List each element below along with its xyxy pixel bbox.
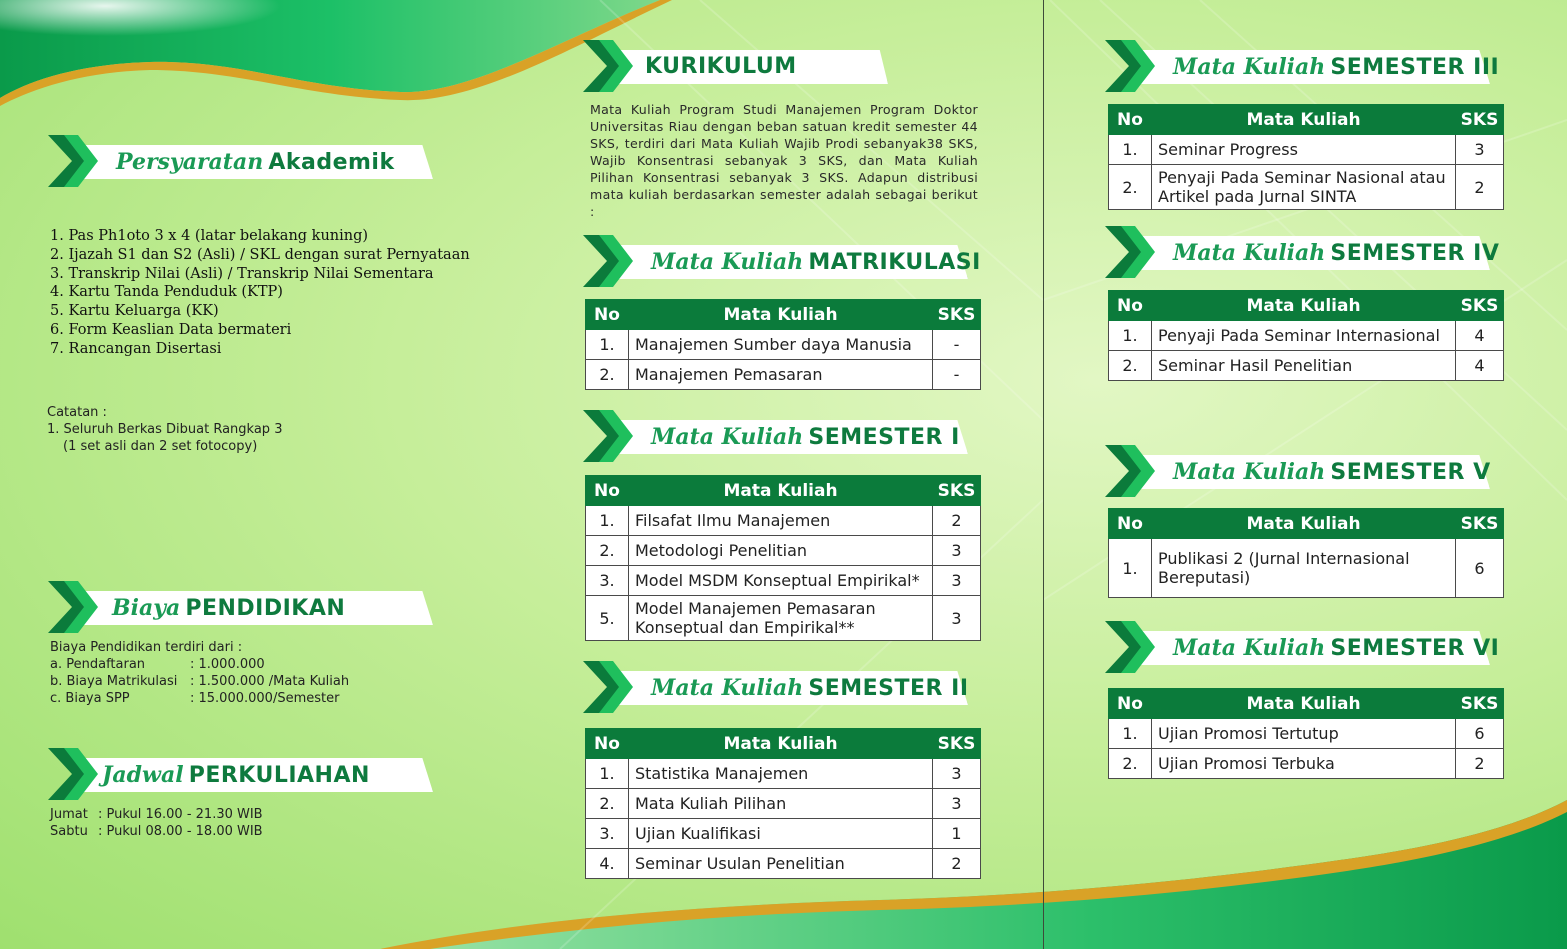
table-row [586, 330, 981, 360]
banner-caps: SEMESTER III [1330, 55, 1500, 80]
cell-mk: Filsafat Ilmu Manajemen [629, 506, 933, 536]
panel-divider [1043, 0, 1044, 949]
jadwal-table [50, 806, 263, 840]
cell-mk: Model MSDM Konseptual Empirikal* [629, 566, 933, 596]
cell-no: 2. [586, 360, 629, 390]
chevron-icon [1105, 40, 1155, 92]
table-row [586, 566, 981, 596]
cell-no: 1. [1109, 719, 1152, 749]
col-sks: SKS [933, 300, 981, 330]
list-item: 7. Rancangan Disertasi [50, 340, 222, 357]
table-row [1109, 321, 1504, 351]
catatan-title: Catatan : [47, 405, 107, 420]
list-item: 6. Form Keaslian Data bermateri [50, 321, 292, 338]
col-sks: SKS [1456, 689, 1504, 719]
chevron-icon [583, 661, 633, 713]
banner-script: Persyaratan [116, 149, 264, 175]
col-sks: SKS [933, 476, 981, 506]
col-no: No [586, 729, 629, 759]
banner-kurikulum [583, 40, 895, 92]
table-row [586, 789, 981, 819]
col-no: No [1109, 509, 1152, 539]
banner-jadwal [48, 748, 440, 800]
cell-no: 1. [586, 330, 629, 360]
col-no: No [1109, 105, 1152, 135]
cell-sks: 4 [1456, 351, 1504, 381]
table-header-row [586, 729, 981, 759]
banner-semester-6 [1105, 621, 1500, 673]
table-header-row [1109, 509, 1504, 539]
cell-mk: Penyaji Pada Seminar Internasional [1152, 321, 1456, 351]
table-row [50, 690, 349, 707]
chevron-icon [1105, 445, 1155, 497]
table-row [50, 656, 349, 673]
cell-mk: Ujian Kualifikasi [629, 819, 933, 849]
chevron-icon [583, 410, 633, 462]
table-semester-4 [1108, 290, 1504, 381]
cell-no: 1. [1109, 135, 1152, 165]
col-mk: Mata Kuliah [1152, 689, 1456, 719]
biaya-intro: Biaya Pendidikan terdiri dari : [50, 640, 243, 655]
table-row [586, 536, 981, 566]
col-mk: Mata Kuliah [1152, 509, 1456, 539]
cell-mk: Ujian Promosi Terbuka [1152, 749, 1456, 779]
banner-biaya [48, 581, 440, 633]
table-semester-2 [585, 728, 981, 879]
cell-sks: 2 [1456, 749, 1504, 779]
cell-sks: - [933, 360, 981, 390]
banner-caps: SEMESTER VI [1330, 636, 1500, 661]
cell-mk: Model Manajemen Pemasaran Konseptual dan Empirikal** [629, 596, 933, 641]
cell-no: 5. [586, 596, 629, 641]
table-header-row [1109, 689, 1504, 719]
persyaratan-list [50, 227, 470, 359]
cell-no: 2. [586, 536, 629, 566]
banner-script: Jadwal [102, 762, 184, 788]
table-row [586, 360, 981, 390]
banner-script: Mata Kuliah [1173, 240, 1326, 266]
banner-caps: Akademik [268, 150, 395, 175]
chevron-icon [48, 581, 98, 633]
biaya-label: a. Pendaftaran [50, 657, 146, 672]
table-semester-1 [585, 475, 981, 641]
table-row [50, 823, 263, 840]
banner-persyaratan [48, 135, 440, 187]
table-row [1109, 719, 1504, 749]
banner-caps: PERKULIAHAN [188, 763, 370, 788]
biaya-table [50, 656, 349, 707]
banner-semester-4 [1105, 226, 1500, 278]
banner-caps: SEMESTER II [808, 676, 969, 701]
banner-caps: PENDIDIKAN [185, 596, 346, 621]
table-row [1109, 351, 1504, 381]
cell-no: 1. [586, 506, 629, 536]
banner-script: Mata Kuliah [1173, 54, 1326, 80]
cell-sks: 1 [933, 819, 981, 849]
cell-mk: Seminar Usulan Penelitian [629, 849, 933, 879]
table-header-row [1109, 105, 1504, 135]
cell-mk: Mata Kuliah Pilihan [629, 789, 933, 819]
col-mk: Mata Kuliah [629, 476, 933, 506]
jadwal-time: : Pukul 16.00 - 21.30 WIB [98, 807, 263, 822]
col-sks: SKS [1456, 291, 1504, 321]
table-row [1109, 749, 1504, 779]
col-mk: Mata Kuliah [629, 729, 933, 759]
cell-mk: Seminar Progress [1152, 135, 1456, 165]
banner-semester-2 [583, 661, 975, 713]
cell-no: 2. [1109, 351, 1152, 381]
cell-mk: Statistika Manajemen [629, 759, 933, 789]
table-row [586, 849, 981, 879]
cell-sks: 2 [1456, 165, 1504, 210]
cell-mk: Manajemen Pemasaran [629, 360, 933, 390]
col-no: No [1109, 291, 1152, 321]
cell-no: 1. [586, 759, 629, 789]
cell-sks: 3 [933, 759, 981, 789]
chevron-icon [1105, 621, 1155, 673]
cell-no: 2. [1109, 165, 1152, 210]
table-matrikulasi [585, 299, 981, 390]
col-no: No [586, 476, 629, 506]
cell-mk: Penyaji Pada Seminar Nasional atau Artikel pada Jurnal SINTA [1152, 165, 1456, 210]
cell-sks: 6 [1456, 539, 1504, 598]
cell-no: 1. [1109, 321, 1152, 351]
table-header-row [586, 476, 981, 506]
col-no: No [586, 300, 629, 330]
banner-script: Mata Kuliah [651, 424, 804, 450]
cell-sks: 3 [933, 789, 981, 819]
table-semester-5 [1108, 508, 1504, 598]
cell-sks: 3 [933, 536, 981, 566]
cell-sks: 3 [1456, 135, 1504, 165]
biaya-value: : 15.000.000/Semester [190, 691, 340, 706]
jadwal-day: Sabtu [50, 824, 88, 839]
cell-sks: 3 [933, 566, 981, 596]
chevron-icon [48, 135, 98, 187]
col-no: No [1109, 689, 1152, 719]
col-mk: Mata Kuliah [1152, 105, 1456, 135]
banner-caps: MATRIKULASI [808, 250, 981, 275]
cell-sks: 6 [1456, 719, 1504, 749]
table-row [50, 806, 263, 823]
banner-matrikulasi [583, 235, 981, 287]
catatan-line: (1 set asli dan 2 set fotocopy) [63, 439, 258, 454]
banner-semester-5 [1105, 445, 1497, 497]
table-header-row [1109, 291, 1504, 321]
banner-caps: SEMESTER V [1330, 460, 1491, 485]
biaya-value: : 1.000.000 [190, 657, 265, 672]
cell-mk: Seminar Hasil Penelitian [1152, 351, 1456, 381]
banner-script: Mata Kuliah [1173, 635, 1326, 661]
col-sks: SKS [1456, 509, 1504, 539]
list-item: 5. Kartu Keluarga (KK) [50, 303, 219, 320]
cell-no: 3. [586, 819, 629, 849]
cell-mk: Manajemen Sumber daya Manusia [629, 330, 933, 360]
list-item: 4. Kartu Tanda Penduduk (KTP) [50, 284, 283, 301]
list-item: 3. Transkrip Nilai (Asli) / Transkrip Nilai Sementara [50, 265, 434, 282]
jadwal-time: : Pukul 08.00 - 18.00 WIB [98, 824, 263, 839]
jadwal-day: Jumat [50, 807, 88, 822]
col-mk: Mata Kuliah [1152, 291, 1456, 321]
cell-mk: Metodologi Penelitian [629, 536, 933, 566]
table-row [586, 759, 981, 789]
table-row [586, 819, 981, 849]
cell-sks: - [933, 330, 981, 360]
table-row [1109, 135, 1504, 165]
cell-sks: 3 [933, 596, 981, 641]
cell-no: 4. [586, 849, 629, 879]
catatan-line: 1. Seluruh Berkas Dibuat Rangkap 3 [47, 422, 283, 437]
cell-sks: 2 [933, 849, 981, 879]
banner-caps: SEMESTER I [808, 425, 960, 450]
list-item: 2. Ijazah S1 dan S2 (Asli) / SKL dengan surat Pernyataan [50, 246, 470, 263]
table-row [586, 596, 981, 641]
cell-no: 2. [1109, 749, 1152, 779]
biaya-label: b. Biaya Matrikulasi [50, 674, 178, 689]
list-item: 1. Pas Ph1oto 3 x 4 (latar belakang kuning) [50, 228, 369, 244]
banner-script: Mata Kuliah [651, 249, 804, 275]
banner-script: Biaya [112, 595, 181, 621]
cell-mk: Ujian Promosi Tertutup [1152, 719, 1456, 749]
banner-caps: SEMESTER IV [1330, 241, 1500, 266]
banner-script: Mata Kuliah [651, 675, 804, 701]
table-row [586, 506, 981, 536]
chevron-icon [583, 40, 633, 92]
table-semester-6 [1108, 688, 1504, 779]
biaya-value: : 1.500.000 /Mata Kuliah [190, 674, 350, 689]
banner-semester-3 [1105, 40, 1500, 92]
biaya-label: c. Biaya SPP [50, 691, 130, 706]
cell-mk: Publikasi 2 (Jurnal Internasional Bereputasi) [1152, 539, 1456, 598]
col-sks: SKS [1456, 105, 1504, 135]
table-semester-3 [1108, 104, 1504, 210]
col-sks: SKS [933, 729, 981, 759]
col-mk: Mata Kuliah [629, 300, 933, 330]
table-row [1109, 165, 1504, 210]
table-row [50, 673, 349, 690]
cell-no: 2. [586, 789, 629, 819]
chevron-icon [48, 748, 98, 800]
kurikulum-description: Mata Kuliah Program Studi Manajemen Program Doktor Universitas Riau dengan beban satuan kredit semester 44 SKS, terdiri dari Mata Kuliah Wajib Prodi sebanyak38 SKS, Wajib Konsentrasi sebanyak 3 SKS, dan Mata Kuliah Pilihan Konsentrasi sebanyak 3 SKS. Adapun distribusi mata kuliah berdasarkan semester adalah sebagai berikut : [590, 102, 978, 219]
banner-caps: KURIKULUM [645, 54, 797, 79]
chevron-icon [583, 235, 633, 287]
table-row [1109, 539, 1504, 598]
cell-no: 1. [1109, 539, 1152, 598]
banner-semester-1 [583, 410, 975, 462]
chevron-icon [1105, 226, 1155, 278]
catatan-block [47, 404, 282, 455]
cell-sks: 2 [933, 506, 981, 536]
cell-no: 3. [586, 566, 629, 596]
table-header-row [586, 300, 981, 330]
banner-script: Mata Kuliah [1173, 459, 1326, 485]
cell-sks: 4 [1456, 321, 1504, 351]
